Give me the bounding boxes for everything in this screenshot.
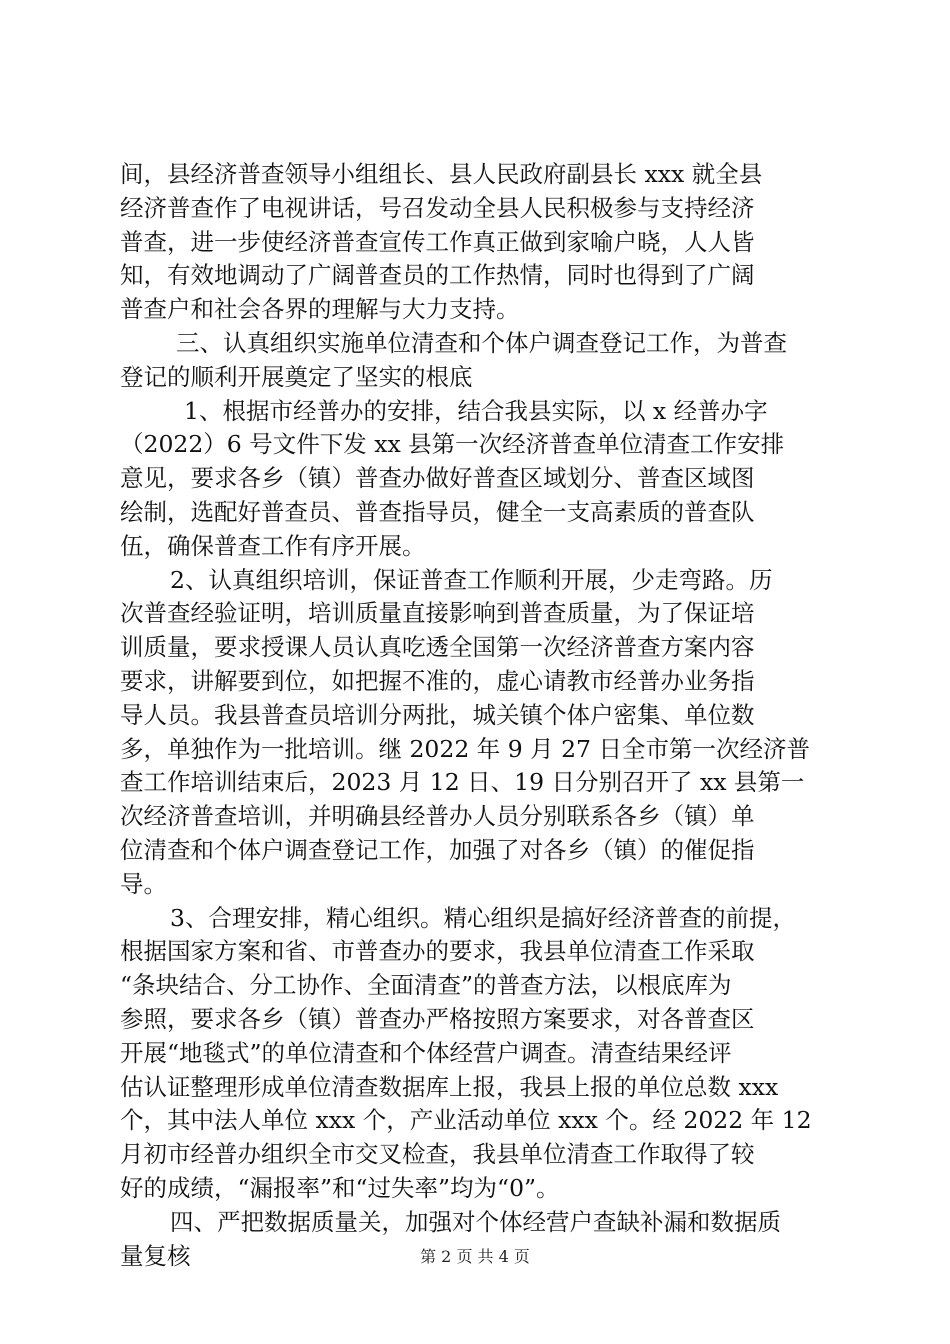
text-line: 次经济普查培训，并明确县经普办人员分别联系各乡（镇）单 — [120, 802, 755, 831]
item-3-start: 3、合理安排，精心组织。精心组织是搞好经济普查的前提， — [170, 903, 796, 932]
page-number-footer: 第 2 页 共 4 页 — [420, 1247, 530, 1266]
section-heading-4-cont: 量复核 — [120, 1241, 191, 1270]
section-heading-4: 四、严把数据质量关，加强对个体经营户查缺补漏和数据质 — [170, 1207, 781, 1236]
text-line: 绘制，选配好普查员、普查指导员，健全一支高素质的普查队 — [120, 497, 755, 526]
text-line: 普查户和社会各界的理解与大力支持。 — [120, 295, 520, 324]
text-line: 开展“地毯式”的单位清查和个体经营户调查。清查结果经评 — [120, 1038, 732, 1067]
text-line: 根据国家方案和省、市普查办的要求，我县单位清查工作采取 — [120, 937, 755, 966]
item-2-start: 2、认真组织培训，保证普查工作顺利开展，少走弯路。历 — [170, 565, 773, 594]
text-line: 知，有效地调动了广阔普查员的工作热情，同时也得到了广阔 — [120, 261, 755, 290]
text-line: 估认证整理形成单位清查数据库上报，我县上报的单位总数 xxx — [120, 1072, 779, 1101]
text-line: 参照，要求各乡（镇）普查办严格按照方案要求，对各普查区 — [120, 1004, 755, 1033]
section-heading-3: 三、认真组织实施单位清查和个体户调查登记工作，为普查 — [176, 328, 787, 357]
section-heading-3-cont: 登记的顺利开展奠定了坚实的根底 — [120, 362, 473, 391]
text-line: 好的成绩，“漏报率”和“过失率”均为“0”。 — [120, 1173, 560, 1202]
text-line: 间，县经济普查领导小组组长、县人民政府副县长 xxx 就全县 — [120, 160, 763, 188]
text-line: 查工作培训结束后，2023 月 12 日、19 日分别召开了 xx 县第一 — [120, 768, 805, 797]
document-body — [120, 158, 835, 1273]
text-line: 意见，要求各乡（镇）普查办做好普查区域划分、普查区域图 — [120, 464, 755, 493]
text-line: （2022）6 号文件下发 xx 县第一次经济普查单位清查工作安排 — [120, 430, 785, 459]
text-line: 月初市经普办组织全市交叉检查，我县单位清查工作取得了较 — [120, 1140, 755, 1169]
text-line: 训质量，要求授课人员认真吃透全国第一次经济普查方案内容 — [120, 633, 755, 662]
text-line: 伍，确保普查工作有序开展。 — [120, 531, 426, 560]
text-line: 导。 — [120, 869, 167, 898]
text-line: 要求，讲解要到位，如把握不准的，虚心请教市经普办业务指 — [120, 666, 755, 695]
text-line: 普查，进一步使经济普查宣传工作真正做到家喻户晓，人人皆 — [120, 227, 755, 256]
text-line: 个，其中法人单位 xxx 个，产业活动单位 xxx 个。经 2022 年 12 — [120, 1106, 812, 1135]
item-1-start: 1、根据市经普办的安排，结合我县实际，以 x 经普办字 — [184, 396, 768, 425]
text-line: 经济普查作了电视讲话，号召发动全县人民积极参与支持经济 — [120, 193, 755, 222]
text-line: 多，单独作为一批培训。继 2022 年 9 月 27 日全市第一次经济普 — [120, 734, 810, 763]
text-line: 位清查和个体户调查登记工作，加强了对各乡（镇）的催促指 — [120, 835, 755, 864]
text-line: “条块结合、分工协作、全面清查”的普查方法，以根底库为 — [120, 971, 732, 1000]
text-line: 导人员。我县普查员培训分两批，城关镇个体户密集、单位数 — [120, 700, 755, 729]
text-line: 次普查经验证明，培训质量直接影响到普查质量，为了保证培 — [120, 599, 755, 628]
